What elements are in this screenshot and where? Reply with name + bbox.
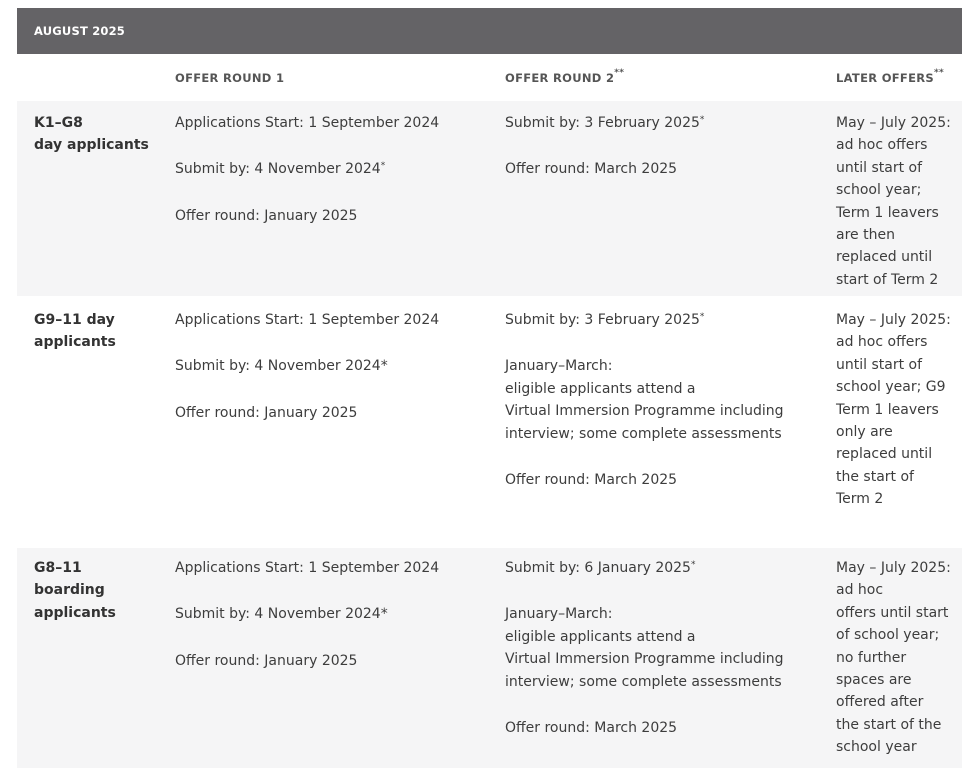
banner-title: AUGUST 2025 (34, 24, 125, 38)
applications-start: Applications Start: 1 September 2024 (175, 312, 440, 328)
submit-by: Submit by: 6 January 2025* (505, 560, 696, 576)
submit-by: Submit by: 3 February 2025* (505, 312, 705, 328)
offer-round-2-cell (505, 112, 704, 181)
later-offers-cell: May – July 2025: ad hoc offers until start of school year; Term 1 leavers are then replaced until start of Term 2 (836, 115, 951, 288)
offer-round-2-cell: Submit by: 3 February 2025* January–March: eligible applicants attend a Virtual Immersion Programme including interview; some complete assessments Offer round: March 2025 (505, 309, 784, 491)
offer-round-1-cell (175, 309, 439, 424)
row-label: G8–11 boarding applicants (34, 560, 116, 621)
table-row-g9-11-day (17, 298, 962, 546)
offer-round-1-cell (175, 557, 439, 672)
row-label: G9–11 day applicants (34, 312, 116, 351)
offer-round: Offer round: January 2025 (175, 207, 358, 224)
table-banner (17, 8, 962, 54)
header-round2-footnote: ** (614, 68, 625, 78)
submit-by: Submit by: 4 November 2024* (175, 161, 386, 178)
applications-start: Applications Start: 1 September 2024 (175, 560, 440, 576)
header-later-footnote: ** (933, 68, 944, 78)
offer-round: Offer round: January 2025 (175, 404, 358, 421)
later-offers-cell: May – July 2025: ad hoc offers until start of school year; no further spaces are offered after the start of the school year (836, 560, 951, 756)
submit-by: Submit by: 4 November 2024* (175, 606, 388, 623)
applications-start: Applications Start: 1 September 2024 (175, 115, 440, 131)
offer-round: Offer round: March 2025 (505, 161, 678, 178)
table-row-k1-g8 (17, 101, 962, 296)
offer-round: Offer round: March 2025 (505, 472, 678, 489)
table-row-g8-11-boarding (17, 548, 962, 768)
offer-round-1-cell (175, 112, 439, 227)
header-offer-round-2: OFFER ROUND 2** (505, 68, 625, 85)
row-label: K1–G8 day applicants (34, 115, 149, 154)
header-offer-round-1: OFFER ROUND 1 (175, 71, 285, 85)
submit-by: Submit by: 3 February 2025* (505, 115, 705, 131)
submit-by: Submit by: 4 November 2024* (175, 358, 388, 375)
offer-round-2-cell: Submit by: 6 January 2025* January–March: eligible applicants attend a Virtual Immersion Programme including interview; some complete assessments Offer round: March 2025 (505, 557, 784, 739)
header-later-offers: LATER OFFERS** (836, 68, 944, 85)
offer-round: Offer round: March 2025 (505, 720, 678, 737)
offer-round: Offer round: January 2025 (175, 652, 358, 669)
later-offers-cell: May – July 2025: ad hoc offers until start of school year; G9 Term 1 leavers only are replaced until the start of Term 2 (836, 312, 951, 508)
